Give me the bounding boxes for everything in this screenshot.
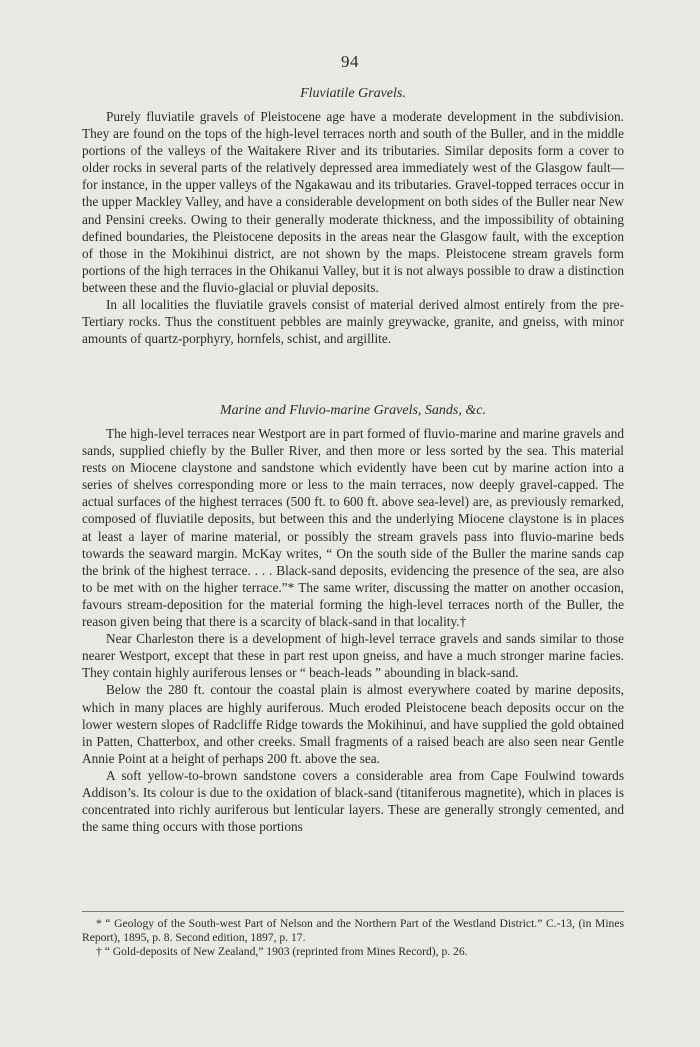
footnote-divider <box>82 911 624 912</box>
footnote: † “ Gold-deposits of New Zealand,” 1903 (reprinted from Mines Record), p. 26. <box>96 945 468 958</box>
paragraph: A soft yellow-to-brown sandstone covers a considerable area from Cape Foulwind towards Addison’s. Its colour is due to the oxidation of black-sand (titaniferous magnetite), which in places is concentrated into richly auriferous but lenticular layers. These are generally strongly cemented, and the same thing occurs with those portions <box>82 767 624 835</box>
section-body-marine-gravels <box>82 425 624 835</box>
page-number: 94 <box>341 52 359 71</box>
paragraph: Near Charleston there is a development of high-level terrace gravels and sands similar to those nearer Westport, except that these in part rest upon gneiss, and have a much stronger marine facies. They contain highly auriferous lenses or “ beach-leads ” abounding in black-sand. <box>82 631 624 681</box>
section-body-fluviatile-gravels <box>82 108 624 347</box>
section-heading-fluviatile-gravels: Fluviatile Gravels. <box>300 86 406 101</box>
paragraph: Purely fluviatile gravels of Pleistocene age have a moderate development in the subdivision. They are found on the tops of the high-level terraces north and south of the Buller, and in the middle portions of the valleys of the Waitakere River and its tributaries. Similar deposits form a cover to older rocks in several parts of the relatively depressed area immediately west of the Glasgow fault—for instance, in the upper valleys of the Ngakawau and its tributaries. Gravel-topped terraces occur in the upper Mackley Valley, and have a considerable development on both sides of the Buller near New and Pensini creeks. Owing to their generally moderate thickness, and the impossibility of obtaining defined boundaries, the Pleistocene deposits in the areas near the Glasgow fault, with the exception of those in the Mokihinui district, are not shown by the maps. Pleistocene stream gravels form portions of the high terraces in the Ohikanui Valley, but it is not always possible to draw a distinction between these and the fluvio-glacial or pluvial deposits. <box>82 109 624 295</box>
footnotes <box>82 917 624 959</box>
footnote: * “ Geology of the South-west Part of Nelson and the Northern Part of the Westland District.” C.-13, (in Mines Report), 1895, p. 8. Second edition, 1897, p. 17. <box>82 917 624 944</box>
paragraph: In all localities the fluviatile gravels consist of material derived almost entirely from the pre-Tertiary rocks. Thus the constituent pebbles are mainly greywacke, granite, and gneiss, with minor amounts of quartz-porphyry, hornfels, schist, and argillite. <box>82 297 624 347</box>
paragraph: Below the 280 ft. contour the coastal plain is almost everywhere coated by marine deposits, which in many places are highly auriferous. Much eroded Pleistocene beach deposits occur on the lower western slopes of Radcliffe Ridge towards the Mokihinui, and have supplied the gold obtained in Patten, Chatterbox, and other creeks. Small fragments of a raised beach are also seen near Gentle Annie Point at a height of perhaps 200 ft. above the sea. <box>82 682 624 766</box>
paragraph: The high-level terraces near Westport are in part formed of fluvio-marine and marine gravels and sands, supplied chiefly by the Buller River, and then more or less sorted by the sea. This material rests on Miocene claystone and sandstone which evidently have been cut by marine action into a series of shelves corresponding more or less to the main terraces, now deeply gravel-capped. The actual surfaces of the highest terraces (500 ft. to 600 ft. above sea-level) are, as previously remarked, composed of fluviatile deposits, but between this and the underlying Miocene claystone is in places at least a layer of marine material, or possibly the stream gravels pass into fluvio-marine beds towards the seaward margin. McKay writes, “ On the south side of the Buller the marine sands cap the brink of the highest terrace. . . . Black-sand deposits, evidencing the presence of the sea, are also to be met with on the higher terrace.”* The same writer, discussing the matter on another occasion, favours stream-deposition for the material forming the high-level terraces north of the Buller, the reason given being that there is a scarcity of black-sand in that locality.† <box>82 426 624 630</box>
section-heading-marine-gravels: Marine and Fluvio-marine Gravels, Sands, &c. <box>220 403 486 418</box>
